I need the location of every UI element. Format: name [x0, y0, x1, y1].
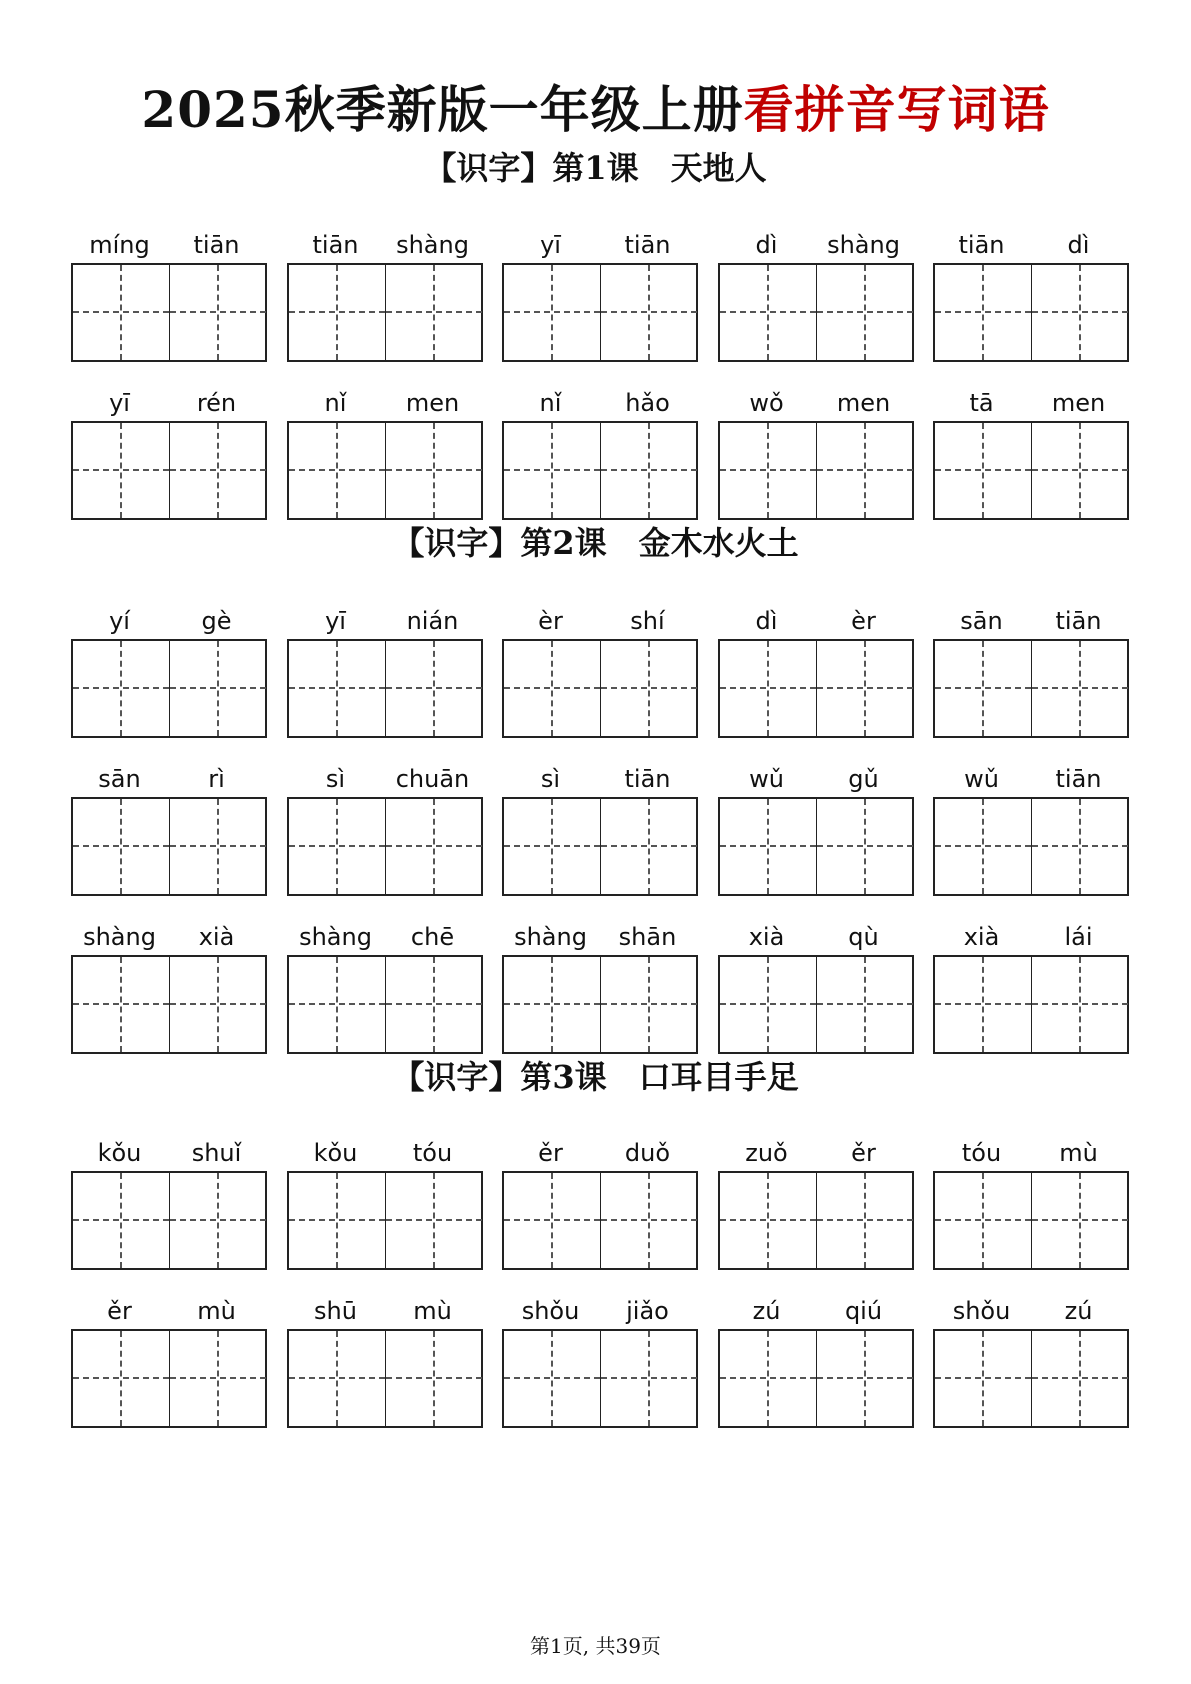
character-cell[interactable]	[169, 423, 266, 518]
pinyin-label: mù	[197, 1297, 236, 1325]
character-cell[interactable]	[73, 799, 169, 894]
pinyin-label: men	[405, 389, 460, 417]
guide-line-horizontal	[386, 469, 482, 471]
guide-line-horizontal	[601, 687, 697, 689]
word-item	[71, 921, 265, 1051]
character-cell[interactable]	[289, 1173, 385, 1268]
guide-line-horizontal	[817, 687, 913, 689]
pinyin-label: qù	[848, 923, 879, 951]
character-cell[interactable]	[169, 265, 266, 360]
word-item	[502, 605, 696, 735]
guide-line-horizontal	[817, 1377, 913, 1379]
character-cell[interactable]	[385, 957, 482, 1052]
character-cell[interactable]	[385, 641, 482, 736]
word-row	[71, 763, 1126, 893]
tianzige-writing-box[interactable]	[502, 1171, 698, 1270]
pinyin-label: sān	[98, 765, 141, 793]
pinyin-label: shū	[314, 1297, 357, 1325]
pinyin-label: ěr	[538, 1139, 563, 1167]
character-cell[interactable]	[289, 799, 385, 894]
character-cell[interactable]	[385, 265, 482, 360]
tianzige-writing-box[interactable]	[287, 797, 483, 896]
pinyin-label: zuǒ	[745, 1139, 788, 1167]
character-cell[interactable]	[169, 1331, 266, 1426]
character-cell[interactable]	[73, 265, 169, 360]
pinyin-label: mù	[413, 1297, 452, 1325]
pinyin-label: dì	[755, 607, 778, 635]
pinyin-label: rén	[196, 389, 237, 417]
word-item	[933, 921, 1127, 1051]
tianzige-writing-box[interactable]	[502, 639, 698, 738]
character-cell[interactable]	[720, 423, 816, 518]
character-cell[interactable]	[600, 1331, 697, 1426]
character-cell[interactable]	[289, 265, 385, 360]
tianzige-writing-box[interactable]	[287, 639, 483, 738]
pinyin-label: ěr	[851, 1139, 876, 1167]
word-item	[71, 763, 265, 893]
guide-line-horizontal	[1032, 1003, 1128, 1005]
word-item	[502, 921, 696, 1051]
guide-line-horizontal	[289, 469, 385, 471]
guide-line-horizontal	[386, 1219, 482, 1221]
tianzige-writing-box[interactable]	[718, 639, 914, 738]
guide-line-horizontal	[504, 1003, 600, 1005]
character-cell[interactable]	[504, 957, 600, 1052]
guide-line-horizontal	[1032, 469, 1128, 471]
tianzige-writing-box[interactable]	[933, 955, 1129, 1054]
character-cell[interactable]	[600, 641, 697, 736]
guide-line-horizontal	[73, 845, 169, 847]
character-cell[interactable]	[169, 799, 266, 894]
character-cell[interactable]	[935, 799, 1031, 894]
pinyin-label: míng	[89, 231, 150, 259]
character-cell[interactable]	[935, 957, 1031, 1052]
character-cell[interactable]	[385, 423, 482, 518]
guide-line-horizontal	[1032, 687, 1128, 689]
pinyin-label: mù	[1059, 1139, 1098, 1167]
pinyin-label: qiú	[844, 1297, 883, 1325]
character-cell[interactable]	[1031, 1331, 1128, 1426]
pinyin-label: sān	[960, 607, 1003, 635]
pinyin-label: duǒ	[624, 1139, 671, 1167]
character-cell[interactable]	[816, 641, 913, 736]
tianzige-writing-box[interactable]	[502, 797, 698, 896]
character-cell[interactable]	[289, 1331, 385, 1426]
character-cell[interactable]	[720, 957, 816, 1052]
character-cell[interactable]	[1031, 799, 1128, 894]
word-row	[71, 1295, 1126, 1425]
pinyin-label: tiān	[624, 231, 671, 259]
tianzige-writing-box[interactable]	[71, 955, 267, 1054]
pinyin-label: zú	[1064, 1297, 1093, 1325]
guide-line-horizontal	[73, 1003, 169, 1005]
word-row	[71, 229, 1126, 359]
pinyin-label: xià	[963, 923, 1000, 951]
word-row	[71, 921, 1126, 1051]
word-item	[933, 387, 1127, 517]
guide-line-horizontal	[720, 687, 816, 689]
guide-line-horizontal	[720, 1003, 816, 1005]
character-cell[interactable]	[289, 423, 385, 518]
character-cell[interactable]	[385, 1331, 482, 1426]
pinyin-label: sì	[540, 765, 561, 793]
tianzige-writing-box[interactable]	[71, 797, 267, 896]
guide-line-horizontal	[817, 311, 913, 313]
pinyin-label: èr	[851, 607, 876, 635]
character-cell[interactable]	[935, 1173, 1031, 1268]
lesson-3-heading: 【识字】第3课 口耳目手足	[392, 1058, 799, 1096]
pinyin-label: wǔ	[749, 765, 784, 793]
pinyin-label: nǐ	[324, 389, 347, 417]
guide-line-horizontal	[170, 469, 266, 471]
character-cell[interactable]	[720, 1331, 816, 1426]
word-item	[287, 605, 481, 735]
guide-line-horizontal	[817, 469, 913, 471]
guide-line-horizontal	[289, 1003, 385, 1005]
guide-line-horizontal	[935, 1377, 1031, 1379]
guide-line-horizontal	[170, 311, 266, 313]
guide-line-horizontal	[935, 469, 1031, 471]
tianzige-writing-box[interactable]	[502, 1329, 698, 1428]
guide-line-horizontal	[720, 311, 816, 313]
character-cell[interactable]	[720, 1173, 816, 1268]
guide-line-horizontal	[386, 1377, 482, 1379]
character-cell[interactable]	[935, 423, 1031, 518]
pinyin-label: tóu	[412, 1139, 453, 1167]
guide-line-horizontal	[1032, 1377, 1128, 1379]
guide-line-horizontal	[935, 1219, 1031, 1221]
page-title	[0, 78, 1191, 142]
word-item	[933, 1137, 1127, 1267]
character-cell[interactable]	[504, 1173, 600, 1268]
character-cell[interactable]	[385, 799, 482, 894]
character-cell[interactable]	[1031, 1173, 1128, 1268]
tianzige-writing-box[interactable]	[71, 639, 267, 738]
pinyin-label: shàng	[83, 923, 156, 951]
word-row	[71, 1137, 1126, 1267]
character-cell[interactable]	[504, 1331, 600, 1426]
character-cell[interactable]	[600, 423, 697, 518]
tianzige-writing-box[interactable]	[71, 263, 267, 362]
word-item	[502, 229, 696, 359]
pinyin-label: hǎo	[625, 389, 670, 417]
word-item	[933, 1295, 1127, 1425]
pinyin-label: xià	[748, 923, 785, 951]
pinyin-label: tā	[969, 389, 994, 417]
tianzige-writing-box[interactable]	[933, 639, 1129, 738]
word-item	[718, 229, 912, 359]
word-item	[71, 1295, 265, 1425]
guide-line-horizontal	[504, 1377, 600, 1379]
guide-line-horizontal	[386, 687, 482, 689]
word-item	[502, 1295, 696, 1425]
guide-line-horizontal	[73, 1219, 169, 1221]
character-cell[interactable]	[504, 799, 600, 894]
guide-line-horizontal	[386, 845, 482, 847]
character-cell[interactable]	[935, 641, 1031, 736]
guide-line-horizontal	[170, 845, 266, 847]
word-item	[71, 605, 265, 735]
guide-line-horizontal	[601, 1219, 697, 1221]
word-item	[502, 763, 696, 893]
guide-line-horizontal	[935, 845, 1031, 847]
guide-line-horizontal	[935, 311, 1031, 313]
pinyin-label: sì	[325, 765, 346, 793]
guide-line-horizontal	[601, 1377, 697, 1379]
pinyin-label: èr	[538, 607, 563, 635]
pinyin-label: jiǎo	[626, 1297, 669, 1325]
pinyin-label: shuǐ	[191, 1139, 242, 1167]
guide-line-horizontal	[1032, 311, 1128, 313]
pinyin-label: shàng	[514, 923, 587, 951]
character-cell[interactable]	[504, 423, 600, 518]
guide-line-horizontal	[601, 1003, 697, 1005]
tianzige-writing-box[interactable]	[287, 1171, 483, 1270]
pinyin-label: chē	[410, 923, 455, 951]
guide-line-horizontal	[73, 1377, 169, 1379]
word-item	[287, 1295, 481, 1425]
lesson-1-heading: 【识字】第1课 天地人	[424, 149, 767, 187]
guide-line-horizontal	[601, 845, 697, 847]
guide-line-horizontal	[504, 469, 600, 471]
word-row	[71, 605, 1126, 735]
tianzige-writing-box[interactable]	[287, 955, 483, 1054]
pinyin-label: men	[836, 389, 891, 417]
pinyin-label: tiān	[624, 765, 671, 793]
pinyin-label: wǔ	[964, 765, 999, 793]
guide-line-horizontal	[386, 1003, 482, 1005]
page-indicator: 第1页, 共39页	[530, 1634, 661, 1658]
pinyin-label: tiān	[193, 231, 240, 259]
tianzige-writing-box[interactable]	[502, 263, 698, 362]
pinyin-label: yī	[325, 607, 346, 635]
character-cell[interactable]	[720, 799, 816, 894]
title-main: 2025秋季新版一年级上册	[141, 80, 744, 139]
pinyin-label: tiān	[1055, 765, 1102, 793]
guide-line-horizontal	[170, 1377, 266, 1379]
tianzige-writing-box[interactable]	[71, 421, 267, 520]
guide-line-horizontal	[504, 1219, 600, 1221]
guide-line-horizontal	[289, 845, 385, 847]
character-cell[interactable]	[73, 423, 169, 518]
word-row	[71, 387, 1126, 517]
character-cell[interactable]	[1031, 641, 1128, 736]
guide-line-horizontal	[170, 687, 266, 689]
word-item	[287, 921, 481, 1051]
title-highlight: 看拼音写词语	[743, 80, 1050, 139]
guide-line-horizontal	[935, 687, 1031, 689]
guide-line-horizontal	[1032, 845, 1128, 847]
guide-line-horizontal	[601, 311, 697, 313]
guide-line-horizontal	[289, 1377, 385, 1379]
guide-line-horizontal	[1032, 1219, 1128, 1221]
tianzige-writing-box[interactable]	[933, 797, 1129, 896]
word-item	[933, 763, 1127, 893]
character-cell[interactable]	[935, 265, 1031, 360]
guide-line-horizontal	[601, 469, 697, 471]
character-cell[interactable]	[73, 1173, 169, 1268]
guide-line-horizontal	[170, 1003, 266, 1005]
pinyin-label: zú	[752, 1297, 781, 1325]
word-item	[718, 387, 912, 517]
word-item	[287, 229, 481, 359]
character-cell[interactable]	[816, 1331, 913, 1426]
tianzige-writing-box[interactable]	[502, 421, 698, 520]
tianzige-writing-box[interactable]	[287, 421, 483, 520]
character-cell[interactable]	[600, 957, 697, 1052]
pinyin-label: gè	[201, 607, 232, 635]
guide-line-horizontal	[935, 1003, 1031, 1005]
word-item	[718, 605, 912, 735]
character-cell[interactable]	[385, 1173, 482, 1268]
guide-line-horizontal	[504, 845, 600, 847]
pinyin-label: yí	[109, 607, 130, 635]
pinyin-label: yī	[109, 389, 130, 417]
guide-line-horizontal	[504, 311, 600, 313]
word-item	[71, 229, 265, 359]
word-item	[502, 1137, 696, 1267]
word-item	[718, 763, 912, 893]
pinyin-label: tiān	[312, 231, 359, 259]
pinyin-label: nǐ	[539, 389, 562, 417]
lesson-2-heading: 【识字】第2课 金木水火土	[392, 524, 799, 562]
character-cell[interactable]	[289, 641, 385, 736]
pinyin-label: rì	[208, 765, 225, 793]
character-cell[interactable]	[600, 799, 697, 894]
character-cell[interactable]	[816, 1173, 913, 1268]
tianzige-writing-box[interactable]	[287, 1329, 483, 1428]
character-cell[interactable]	[73, 957, 169, 1052]
pinyin-label: shàng	[396, 231, 469, 259]
tianzige-writing-box[interactable]	[718, 263, 914, 362]
character-cell[interactable]	[169, 641, 266, 736]
pinyin-label: shàng	[299, 923, 372, 951]
pinyin-label: dì	[755, 231, 778, 259]
tianzige-writing-box[interactable]	[933, 263, 1129, 362]
pinyin-label: ěr	[107, 1297, 132, 1325]
guide-line-horizontal	[720, 845, 816, 847]
character-cell[interactable]	[1031, 957, 1128, 1052]
guide-line-horizontal	[817, 1003, 913, 1005]
word-item	[71, 387, 265, 517]
word-item	[502, 387, 696, 517]
guide-line-horizontal	[386, 311, 482, 313]
character-cell[interactable]	[73, 641, 169, 736]
pinyin-label: lái	[1064, 923, 1093, 951]
pinyin-label: wǒ	[749, 389, 784, 417]
tianzige-writing-box[interactable]	[933, 1171, 1129, 1270]
word-item	[718, 1295, 912, 1425]
tianzige-writing-box[interactable]	[718, 1329, 914, 1428]
pinyin-label: men	[1051, 389, 1106, 417]
pinyin-label: kǒu	[97, 1139, 142, 1167]
guide-line-horizontal	[73, 469, 169, 471]
tianzige-writing-box[interactable]	[718, 421, 914, 520]
pinyin-label: shàng	[827, 231, 900, 259]
guide-line-horizontal	[504, 687, 600, 689]
guide-line-horizontal	[289, 1219, 385, 1221]
character-cell[interactable]	[600, 1173, 697, 1268]
word-item	[933, 229, 1127, 359]
guide-line-horizontal	[170, 1219, 266, 1221]
guide-line-horizontal	[73, 687, 169, 689]
pinyin-label: dì	[1067, 231, 1090, 259]
word-item	[287, 387, 481, 517]
guide-line-horizontal	[817, 845, 913, 847]
character-cell[interactable]	[169, 1173, 266, 1268]
character-cell[interactable]	[816, 799, 913, 894]
tianzige-writing-box[interactable]	[287, 263, 483, 362]
character-cell[interactable]	[504, 265, 600, 360]
guide-line-horizontal	[720, 1377, 816, 1379]
character-cell[interactable]	[720, 641, 816, 736]
tianzige-writing-box[interactable]	[71, 1171, 267, 1270]
word-item	[287, 763, 481, 893]
character-cell[interactable]	[600, 265, 697, 360]
word-item	[718, 1137, 912, 1267]
pinyin-label: shí	[630, 607, 665, 635]
character-cell[interactable]	[289, 957, 385, 1052]
character-cell[interactable]	[816, 423, 913, 518]
character-cell[interactable]	[1031, 423, 1128, 518]
pinyin-label: kǒu	[313, 1139, 358, 1167]
tianzige-writing-box[interactable]	[718, 1171, 914, 1270]
word-item	[718, 921, 912, 1051]
pinyin-label: chuān	[395, 765, 470, 793]
pinyin-label: nián	[406, 607, 459, 635]
tianzige-writing-box[interactable]	[502, 955, 698, 1054]
pinyin-label: shǒu	[521, 1297, 580, 1325]
tianzige-writing-box[interactable]	[933, 1329, 1129, 1428]
character-cell[interactable]	[73, 1331, 169, 1426]
tianzige-writing-box[interactable]	[933, 421, 1129, 520]
guide-line-horizontal	[289, 687, 385, 689]
guide-line-horizontal	[289, 311, 385, 313]
pinyin-label: gǔ	[848, 765, 879, 793]
pinyin-label: tiān	[1055, 607, 1102, 635]
pinyin-label: tóu	[961, 1139, 1002, 1167]
pinyin-label: shǒu	[952, 1297, 1011, 1325]
tianzige-writing-box[interactable]	[718, 955, 914, 1054]
character-cell[interactable]	[169, 957, 266, 1052]
word-item	[287, 1137, 481, 1267]
pinyin-label: tiān	[958, 231, 1005, 259]
character-cell[interactable]	[816, 957, 913, 1052]
guide-line-horizontal	[73, 311, 169, 313]
guide-line-horizontal	[817, 1219, 913, 1221]
character-cell[interactable]	[816, 265, 913, 360]
tianzige-writing-box[interactable]	[71, 1329, 267, 1428]
tianzige-writing-box[interactable]	[718, 797, 914, 896]
pinyin-label: xià	[198, 923, 235, 951]
pinyin-label: shān	[618, 923, 677, 951]
character-cell[interactable]	[720, 265, 816, 360]
word-item	[933, 605, 1127, 735]
guide-line-horizontal	[720, 469, 816, 471]
character-cell[interactable]	[504, 641, 600, 736]
pinyin-label: yī	[540, 231, 561, 259]
word-item	[71, 1137, 265, 1267]
character-cell[interactable]	[1031, 265, 1128, 360]
character-cell[interactable]	[935, 1331, 1031, 1426]
guide-line-horizontal	[720, 1219, 816, 1221]
